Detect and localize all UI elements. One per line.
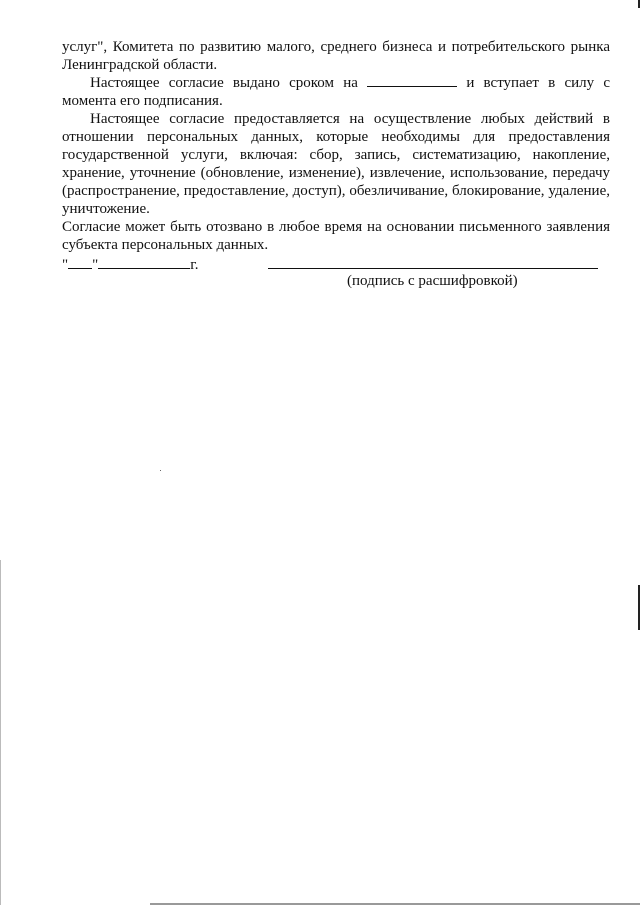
scan-speck [160,470,161,471]
signature-line[interactable] [268,268,598,269]
date-day-blank[interactable] [68,256,92,269]
validity-period-blank[interactable] [367,74,457,87]
date-close-quote: " [92,257,99,273]
consent-text [62,38,610,254]
scan-edge-shadow [0,560,1,905]
paragraph-service-end: услуг", Комитета по развитию малого, среднего бизнеса и потребительского рынка Ленинградской области. [62,39,610,73]
date-open-quote: " [62,257,69,273]
date-field [62,256,198,274]
paragraph-consent-scope: Настоящее согласие предоставляется на осуществление любых действий в отношении персональных данных, которые необходимы для предоставления государственной услуги, включая: сбор, запись, систематизацию, накопление, хранение, уточнение (обновление, изменение), извлечение, использование, передачу (распространение, предоставление, доступ), обезличивание, блокирование, удаление, уничтожение. [62,111,610,217]
date-month-blank[interactable] [98,256,190,269]
date-year-suffix: г. [190,257,199,273]
validity-text-after: и вступает в силу с момента его подписания. [62,75,610,109]
validity-text-before: Настоящее согласие выдано сроком на [90,75,368,91]
signature-caption: (подпись с расшифровкой) [347,273,518,289]
paragraph-revocation: Согласие может быть отозвано в любое время на основании письменного заявления субъекта персональных данных. [62,219,610,253]
paragraph-validity [62,74,610,110]
